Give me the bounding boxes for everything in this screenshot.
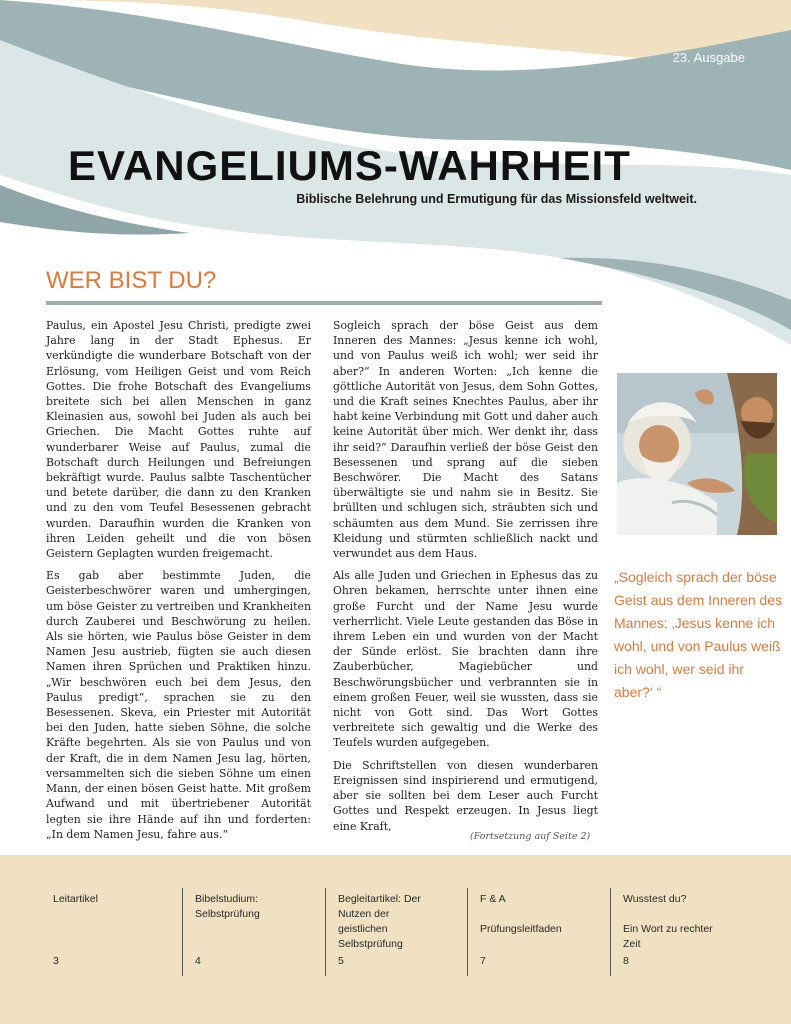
toc-item-wusstest-du[interactable] bbox=[610, 888, 740, 976]
paragraph: Die Schriftstellen von diesen wunderbaren Ereignissen sind inspirierend und ermutigend, aber sie sollten bei dem Leser auch Furcht Gottes und Respekt erzeugen. In Jesus liegt eine Kraft, bbox=[333, 758, 598, 833]
toc-item-leitartikel[interactable] bbox=[53, 888, 183, 976]
toc-item-title: Bibelstudium: bbox=[195, 893, 259, 905]
toc-item-title: Wusstest du? bbox=[623, 893, 687, 905]
toc-divider bbox=[325, 888, 326, 976]
continuation-note: (Fortsetzung auf Seite 2) bbox=[470, 831, 591, 842]
toc-item-page: 4 bbox=[195, 955, 201, 967]
masthead-title: EVANGELIUMS-WAHRHEIT bbox=[68, 142, 631, 189]
toc-item-title: F & A bbox=[480, 893, 506, 905]
toc-item-page: 5 bbox=[338, 955, 344, 967]
toc-item-page: 3 bbox=[53, 955, 59, 967]
toc-item-subtitle: Ein Wort zu rechter Zeit bbox=[623, 923, 713, 950]
toc-item-begleitartikel[interactable] bbox=[325, 888, 455, 976]
toc-item-subtitle: Prüfungsleitfaden bbox=[480, 923, 562, 935]
toc-item-fa[interactable] bbox=[467, 888, 597, 976]
toc-item-page: 8 bbox=[623, 955, 629, 967]
toc-divider bbox=[182, 888, 183, 976]
toc-divider bbox=[610, 888, 611, 976]
paragraph: Sogleich sprach der böse Geist aus dem Inneren des Mannes: „Jesus kenne ich wohl, und von Paulus weiß ich wohl; wer seid ihr aber?“ In anderen Worten: „Ich kenne die göttliche Autorität von Jesus, dem Sohn Gottes, und die Kraft seines Knechtes Paulus, aber ihr habt keine Verbindung mit Gott und daher auch keine Autorität über mich. Wer denkt ihr, dass ihr seid?“ Daraufhin verließ der böse Geist den Besessenen und sprang auf die sieben Beschwörer. Die Macht des Satans überwältigte sie und nahm sie in Besitz. Sie brüllten und schlugen sich, sträubten sich und schäumten aus dem Mund. Sie zerrissen ihre Kleidung und stürmten schließlich nackt und verwundet aus dem Haus. bbox=[333, 319, 598, 561]
headline-rule bbox=[46, 301, 602, 305]
paragraph: Paulus, ein Apostel Jesu Christi, predigte zwei Jahre lang in der Stadt Ephesus. Er verkündigte die wunderbare Botschaft von der Erlösung, vom Heiligen Geist und vom Reich Gottes. Die frohe Botschaft des Evangeliums breitete sich bei allen Menschen in ganz Kleinasien aus, sowohl bei Juden als auch bei Griechen. Die Macht Gottes ruhte auf wunderbarer Weise auf Paulus, zumal die Botschaft durch Heilungen und Befreiungen bekräftigt wurde. Paulus salbte Taschentücher und betete darüber, die dann zu den Kranken und zu den vom Teufel Besessenen gebracht wurden. Daraufhin wurden die Kranken von ihren Leiden geheilt und die von bösen Geistern Geplagten wurden freigemacht. bbox=[46, 319, 311, 561]
issue-number: 23. Ausgabe bbox=[672, 50, 745, 65]
toc-item-title: Leitartikel bbox=[53, 893, 98, 905]
article-column-2 bbox=[333, 318, 598, 841]
paragraph: Es gab aber bestimmte Juden, die Geisterbeschwörer waren und umhergingen, um böse Geister zu vertreiben und Krankheiten durch Zauberei und Beschwörung zu heilen. Als sie hörten, wie Paulus böse Geister in dem Namen Jesu austrieb, fügten sie auch diesen Namen ihren Sprüchen und Praktiken hinzu. „Wir beschwören euch bei dem Jesus, den Paulus predigt“, sprachen sie zu den Besessenen. Skeva, ein Priester mit Autorität bei den Juden, hatte sieben Söhne, die solche Kräfte begehrten. Als sie von Paulus und von der Kraft, die in dem Namen Jesu lag, hörten, versammelten sich die sieben Söhne um einen Mann, der einen bösen Geist hatte. Mit großem Aufwand und mit übertriebener Autorität legten sie ihre Hände auf ihn und forderten: „In dem Namen Jesu, fahre aus.“ bbox=[46, 569, 311, 841]
masthead-tagline: Biblische Belehrung und Ermutigung für das Missionsfeld weltweit. bbox=[296, 192, 697, 206]
toc-item-page: 7 bbox=[480, 955, 486, 967]
article-column-1 bbox=[46, 318, 311, 849]
toc-item-bibelstudium[interactable] bbox=[182, 888, 312, 976]
toc-divider bbox=[467, 888, 468, 976]
article-headline: WER BIST DU? bbox=[46, 267, 217, 294]
toc-item-subtitle: Selbstprüfung bbox=[195, 908, 260, 920]
paragraph: Als alle Juden und Griechen in Ephesus das zu Ohren bekamen, herrschte unter ihnen eine große Furcht und der Name Jesu wurde verherrlicht. Viele Leute gestanden das Böse in ihrem Leben ein und wurden von der Macht der Sünde erlöst. Sie brachten dann ihre Zauberbücher, Magiebücher und Beschwörungsbücher und verbrannten sie in einem großen Feuer, weil sie wussten, dass sie nicht von Gott sind. Das Wort Gottes verbreitete sich gewaltig und die Werke des Teufels wurden aufgegeben. bbox=[333, 569, 598, 750]
illustration-image bbox=[617, 373, 777, 535]
toc-item-title: Begleitartikel: Der Nutzen der geistlichen Selbstprüfung bbox=[338, 893, 421, 950]
pull-quote: „Sogleich sprach der böse Geist aus dem Inneren des Mannes: ‚Jesus kenne ich wohl, und von Paulus weiß ich wohl, wer seid ihr aber?‘ “ bbox=[614, 569, 783, 700]
